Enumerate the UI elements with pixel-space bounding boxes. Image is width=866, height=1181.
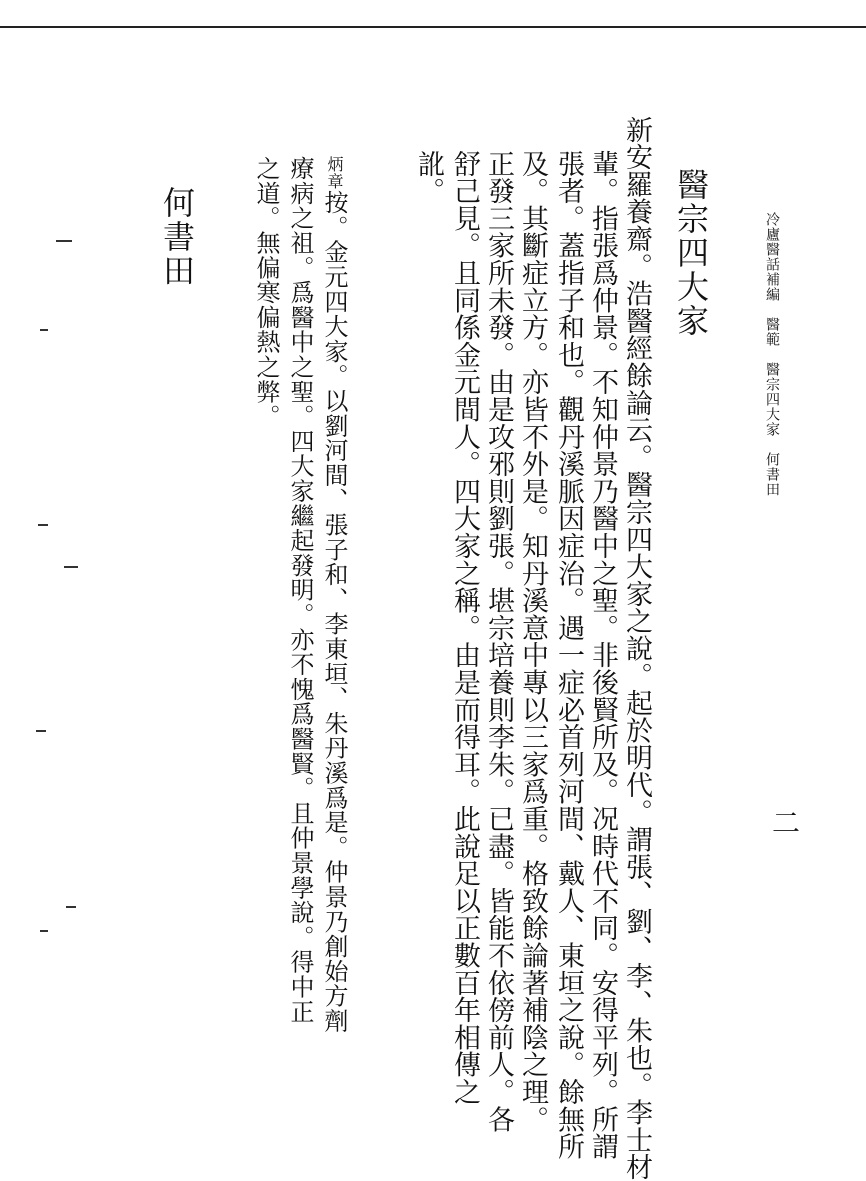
- note-column-3: 之道。無偏寒偏熱之弊。: [252, 156, 280, 429]
- margin-tick: [36, 730, 46, 732]
- margin-tick: [40, 930, 48, 932]
- body-column-5: 正發三家所未發。由是攻邪則劉張。堪宗培養則李朱。已盡。皆能不依傍前人。各: [483, 150, 514, 1133]
- author-name: 何書田: [158, 186, 196, 288]
- body-column-4: 及。其斷症立方。亦皆不外是。知丹溪意中專以三家爲重。格致餘論著補陰之理。: [517, 150, 548, 1133]
- margin-tick: [38, 524, 48, 526]
- running-head: 冷廬醫話補編 醫範 醫宗四大家 何書田: [764, 212, 780, 497]
- note-column-1: [322, 156, 352, 1033]
- body-column-6: 舒己見。且同係金元間人。四大家之稱。由是而得耳。此說足以正數百年相傳之: [449, 150, 480, 1106]
- body-column-7: 訛。: [413, 150, 444, 205]
- body-column-2: 輩。指張爲仲景。不知仲景乃醫中之聖。非後賢所及。况時代不同。安得平列。所謂: [587, 150, 618, 1161]
- margin-tick: [64, 566, 78, 568]
- body-column-1: 新安羅養齋。浩醫經餘論云。醫宗四大家之說。起於明代。謂張、劉、李、朱也。李士材: [621, 116, 652, 1181]
- note-column-2: 療病之祖。爲醫中之聖。四大家繼起發明。亦不愧爲醫賢。且仲景學說。得中正: [286, 156, 314, 1024]
- top-rule: [0, 26, 866, 28]
- margin-tick: [56, 240, 72, 242]
- margin-tick: [40, 329, 48, 331]
- body-column-3: 張者。蓋指子和也。觀丹溪脈因症治。遇一症必首列河間、戴人、東垣之說。餘無所: [553, 150, 584, 1161]
- page-number: 二: [768, 808, 801, 836]
- margin-tick: [66, 906, 76, 908]
- note-text-1: 按。金元四大家。以劉河間、張子和、李東垣、朱丹溪爲是。仲景乃創始方劑: [320, 190, 348, 1034]
- page-title: 醫宗四大家: [672, 168, 710, 338]
- note-marker: 炳章: [325, 156, 344, 190]
